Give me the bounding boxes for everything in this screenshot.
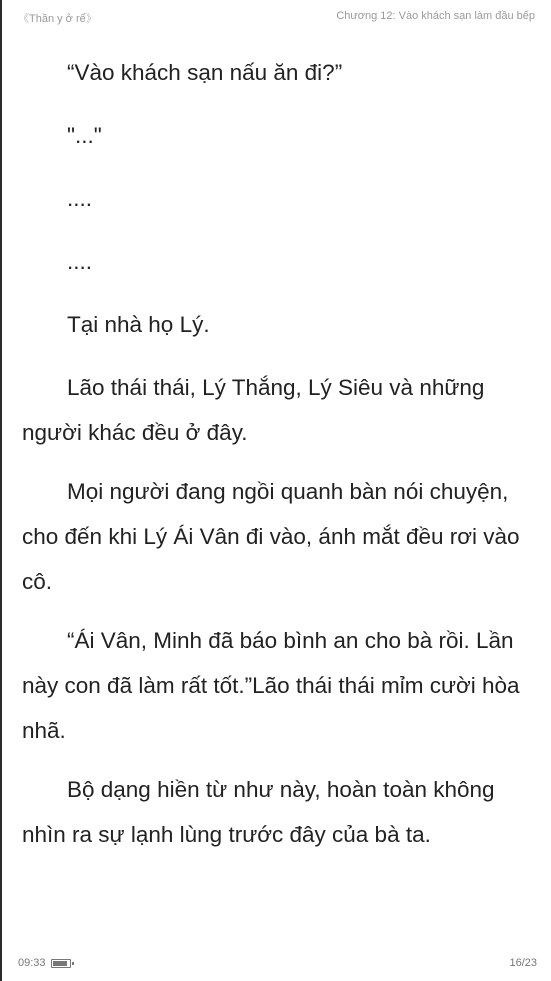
battery-tip	[72, 962, 74, 965]
paragraph: ....	[67, 249, 93, 274]
reader-header	[18, 10, 535, 26]
paragraph: Mọi người đang ngồi quanh bàn nói chuyện, cho đến khi Lý Ái Vân đi vào, ánh mắt đều rơi vào cô.	[22, 479, 520, 594]
chapter-content	[22, 50, 530, 871]
paragraph: ....	[67, 186, 93, 211]
paragraph: Bộ dạng hiền từ như này, hoàn toàn không nhìn ra sự lạnh lùng trước đây của bà ta.	[22, 777, 495, 847]
page-indicator: 16/23	[509, 957, 537, 969]
battery-fill	[53, 961, 67, 966]
page-left-edge	[0, 0, 2, 981]
paragraph: Lão thái thái, Lý Thắng, Lý Siêu và những người khác đều ở đây.	[22, 375, 485, 445]
chapter-title: Chương 12: Vào khách sạn làm đầu bếp	[336, 10, 535, 22]
paragraph: Tại nhà họ Lý.	[67, 312, 210, 337]
battery-icon	[51, 959, 71, 968]
paragraph: “Vào khách sạn nấu ăn đi?”	[67, 60, 343, 85]
paragraph: “Ái Vân, Minh đã báo bình an cho bà rồi. Lần này con đã làm rất tốt.”Lão thái thái mỉm cười hòa nhã.	[22, 628, 520, 743]
paragraph: "..."	[67, 123, 102, 148]
reader-footer	[18, 957, 537, 971]
clock-time: 09:33	[18, 957, 46, 969]
book-title: 《Thần y ở rể》	[18, 13, 97, 25]
